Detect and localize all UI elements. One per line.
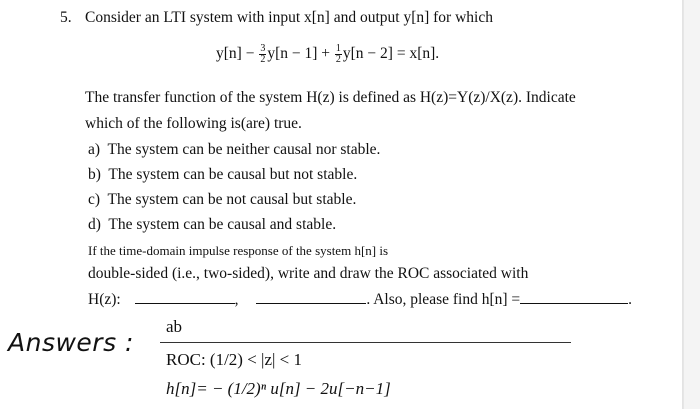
difference-equation [216, 44, 439, 65]
option-b [88, 166, 357, 184]
instruction-text: which of the following is(are) true. [85, 115, 302, 132]
eq-lhs: y[n] − [216, 45, 255, 63]
blank-2 [256, 302, 366, 304]
answer-roc: ROC: (1/2) < |z| < 1 [166, 350, 302, 369]
end-period: . [628, 291, 633, 308]
transfer-function-text: The transfer function of the system H(z) is defined as H(z)=Y(z)/X(z). Indicate [85, 89, 576, 106]
roc-instruction: double-sided (i.e., two-sided), write and draw the ROC associated with [88, 265, 529, 282]
eq-term2: y[n − 1] + [267, 45, 331, 63]
find-h-text: . Also, please find h[n] = [366, 291, 521, 308]
answer-prompt-line [88, 291, 632, 309]
fraction-three-halves: $\frac{3}{2}$ [260, 43, 266, 65]
option-text: The system can be not causal but stable. [107, 191, 357, 208]
hz-label: H(z): [88, 291, 121, 308]
option-a [88, 141, 380, 159]
fraction-one-half: $\frac{1}{2}$ [335, 43, 341, 65]
option-label: a) [88, 141, 101, 158]
option-label: d) [88, 216, 101, 233]
question-number: 5. [60, 9, 72, 26]
eq-term3: y[n − 2] = x[n]. [342, 45, 440, 63]
separator: , [234, 291, 239, 308]
option-c [88, 191, 356, 209]
option-label: c) [88, 191, 101, 208]
option-text: The system can be causal but not stable. [108, 166, 358, 183]
answers-handwritten-label: Answers : [8, 328, 134, 357]
answer-underline [160, 342, 571, 343]
answer-impulse-response: h[n]= − (1/2)ⁿ u[n] − 2u[−n−1] [166, 379, 391, 398]
option-text: The system can be neither causal nor stable. [107, 141, 381, 158]
option-text: The system can be causal and stable. [108, 216, 337, 233]
page-divider [682, 0, 683, 409]
question-intro: Consider an LTI system with input x[n] and output y[n] for which [85, 9, 493, 26]
impulse-response-text: If the time-domain impulse response of the system h[n] is [88, 243, 389, 258]
blank-1 [135, 302, 235, 304]
right-page-edge [683, 0, 700, 409]
answer-choice: ab [166, 317, 183, 336]
option-label: b) [88, 166, 101, 183]
blank-3 [520, 302, 628, 304]
option-d [88, 216, 336, 234]
